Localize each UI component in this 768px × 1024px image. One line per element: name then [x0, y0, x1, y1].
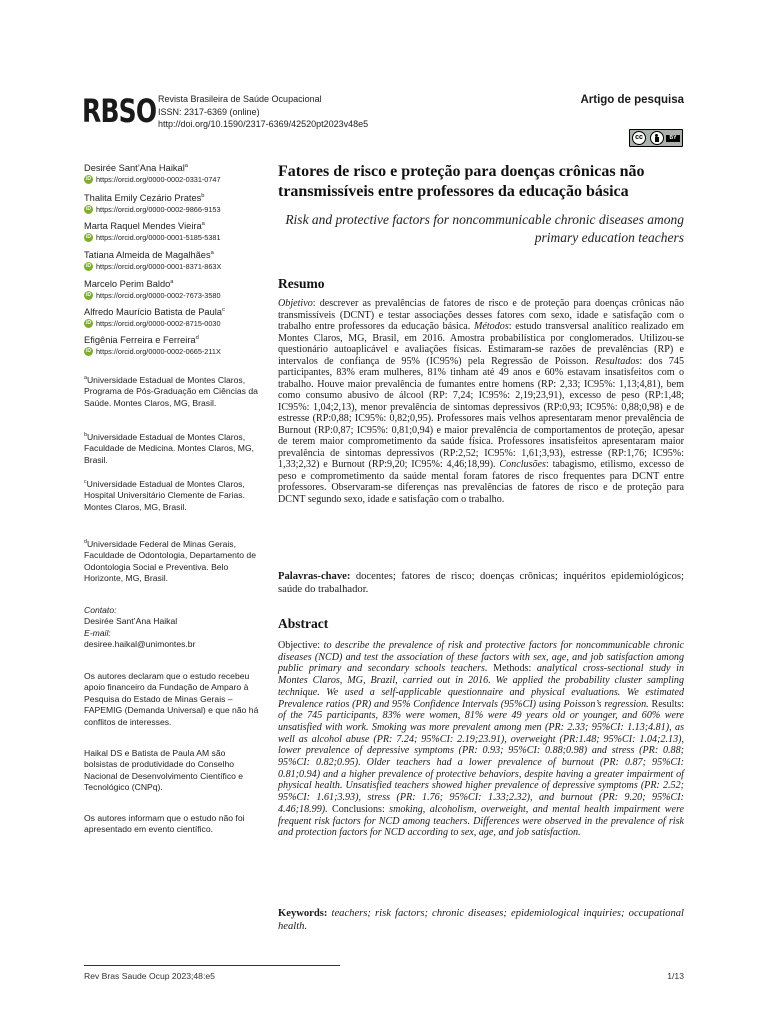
resumo-resultados-label: Resultados — [595, 355, 640, 367]
author-affil-mark: a — [184, 162, 188, 169]
orcid-icon: iD — [86, 263, 91, 269]
keywords-label: Palavras-chave: — [278, 571, 351, 582]
footer-citation: Rev Bras Saude Ocup 2023;48:e5 — [84, 971, 215, 981]
journal-logo: RBSO — [82, 92, 157, 130]
presentation-note: Os autores informam que o estudo não foi apresentado em evento científico. — [84, 813, 245, 835]
cc-icon: cc — [632, 131, 646, 145]
doi-link[interactable]: http://doi.org/10.1590/2317-6369/42520pt2023v48e5 — [158, 119, 369, 129]
journal-issn: ISSN: 2317-6369 (online) — [158, 106, 260, 117]
resumo-conclusoes-label: Conclusões — [499, 459, 546, 470]
resumo-text — [278, 298, 684, 505]
resumo-resultados: : dos 745 participantes, 83% eram mulheres, 81% tinham até 49 anos e 60% estavam insatisfeitos com o trabalho. Houve maior prevalência de fumantes entre homens (RP: 2,33; IC95%: 1,13;4,81), bem como consumo abusivo de álcool (RP: 7,24; IC95%: 2,19;23,91), excesso de peso (RP:1,48; IC95%: 1,04;2,13), menor prevalência de sintomas depressivos (RP:0,93; IC95%: 0,88;0,98) e de estresse (RP:0,88; IC95%: 0,82;0,95). Professores mais velhos apresentaram menor prevalência de Burnout (RP:0,87; IC95%: 0,81;0,94) e maior prevalência de comportamentos de proteção, apesar de terem maior comprometimento da saúde física. Professores insatisfeitos apresentaram maior prevalência de sintomas depressivos (RP:2,52; IC95%: 1,61;3,93), estresse (RP:1,76; IC95%: 1,33;2,32) e Burnout (RP:9,20; IC95%: 4,46;18,99). — [278, 355, 685, 470]
article-title-english: Risk and protective factors for noncommunicable chronic diseases among primary education teachers — [285, 212, 684, 245]
resumo-conclusoes: : tabagismo, etilismo, excesso de peso e comprometimento da saúde mental foram fatores de risco frequentes para DCNT entre professores. Observaram-se diferenças nas prevalências de fatores de risco e de proteção para DCNT segundo sexo, idade e satisfação com o trabalho. — [278, 459, 684, 505]
orcid-link[interactable]: https://orcid.org/0000-0002-8715-0030 — [96, 319, 221, 328]
orcid-link[interactable]: https://orcid.org/0000-0002-0665-211X — [96, 347, 221, 356]
orcid-link[interactable]: https://orcid.org/0000-0002-7673-3580 — [96, 291, 221, 300]
author-7 — [84, 335, 264, 356]
orcid-link[interactable]: https://orcid.org/0000-0002-9866-9153 — [96, 205, 221, 214]
author-6 — [84, 307, 264, 328]
author-name: Efigênia Ferreira e Ferreira — [84, 335, 196, 345]
abstract-objective-label: Objective: — [278, 640, 321, 651]
author-5 — [84, 279, 264, 300]
page-number: 1/13 — [667, 971, 684, 981]
resumo-metodos-label: Métodos — [473, 321, 509, 332]
orcid-link[interactable]: https://orcid.org/0000-0001-5185-5381 — [96, 233, 221, 242]
abstract-methods: analytical cross-sectional study in Montes Claros, MG, Brazil, carried out in 2016. We applied the probability cluster sampling technique. We used a self-applicable questionnaire and physical evaluations. We estimated Prevalence ratios (PR) and 95% Confidence Intervals (95%CI) using Poisson’s regression. — [278, 663, 684, 710]
resumo-objetivo-label: Objetivo — [278, 298, 313, 309]
affiliation-c — [84, 479, 260, 513]
article-type: Artigo de pesquisa — [580, 94, 684, 106]
orcid-icon: iD — [86, 176, 91, 182]
author-name: Tatiana Almeida de Magalhães — [84, 250, 211, 260]
abstract-methods-label: Methods: — [493, 663, 532, 675]
author-name: Marta Raquel Mendes Vieira — [84, 221, 202, 231]
author-1 — [84, 163, 264, 184]
resumo-metodos: : estudo transversal analítico realizado em Montes Claros, MG, Brasil, em 2016. Amostra probabilística por conglomerados. Utilizou-se questionário autoaplicável e avaliações físicas. Estimaram-se razões de prevalências (RP) e intervalos de confiança de 95% (IC95%) pela Regressão de Poisson. — [278, 321, 684, 367]
affiliation-b — [84, 432, 260, 466]
author-name: Desirée Sant’Ana Haikal — [84, 163, 185, 173]
funding-note: Os autores declaram que o estudo recebeu apoio financeiro da Fundação de Amparo à Pesquisa do Estado de Minas Gerais – FAPEMIG (Demanda Universal) e que não há conflitos de interesses. — [84, 671, 259, 727]
affiliation-a — [84, 375, 260, 409]
author-affil-mark: a — [170, 278, 174, 285]
email-link[interactable]: desiree.haikal@unimontes.br — [84, 639, 196, 650]
affil-mark: c — [84, 479, 87, 486]
affil-text: Universidade Estadual de Montes Claros, Faculdade de Medicina. Montes Claros, MG, Brasil. — [84, 432, 255, 465]
resumo-keywords — [278, 570, 684, 596]
email-label: E-mail: — [84, 627, 111, 638]
orcid-icon: iD — [86, 234, 91, 240]
affil-mark: a — [84, 375, 87, 382]
keywords-label-en: Keywords: — [278, 908, 328, 919]
article-title: Fatores de risco e proteção para doenças crônicas não transmissíveis entre professores da educação básica — [278, 163, 645, 200]
orcid-icon: iD — [86, 320, 91, 326]
abstract-conclusions-label: Conclusions: — [332, 803, 385, 815]
affiliation-d — [84, 539, 260, 585]
journal-info — [158, 93, 368, 131]
keywords-text: docentes; fatores de risco; doenças crônicas; inquéritos epidemiológicos; saúde do trabalhador. — [278, 571, 684, 595]
license-bar: BY — [666, 135, 680, 142]
affil-text: Universidade Federal de Minas Gerais, Faculdade de Odontologia, Departamento de Odontologia Social e Preventiva. Belo Horizonte, MG, Brasil. — [84, 539, 256, 584]
journal-name: Revista Brasileira de Saúde Ocupacional — [158, 94, 322, 104]
author-3 — [84, 221, 264, 242]
orcid-icon: iD — [86, 206, 91, 212]
orcid-icon: iD — [86, 348, 91, 354]
abstract-conclusions: smoking, alcoholism, overweight, and mental health impairment were frequent risk factors for NCD among teachers. Differences were observed in the prevalence of risk and protection factors for NCD according to sex, age, and job satisfaction. — [278, 803, 684, 839]
author-affil-mark: a — [210, 249, 214, 256]
author-name: Marcelo Perim Baldo — [84, 279, 171, 289]
abstract-objective: to describe the prevalence of risk and protective factors for noncommunicable chronic diseases (NCD) and test the association of these factors with sex, age, and job satisfaction among public primary and secondary schools teachers. — [278, 640, 684, 675]
abstract-keywords — [278, 907, 684, 933]
author-4 — [84, 250, 264, 271]
affil-text: Universidade Estadual de Montes Claros, Hospital Universitário Clemente de Farias. Montes Claros, MG, Brasil. — [84, 479, 245, 512]
author-name: Thalita Emily Cezário Prates — [84, 193, 202, 203]
author-affil-mark: c — [221, 306, 225, 313]
orcid-link[interactable]: https://orcid.org/0000-0001-8371-863X — [96, 262, 222, 271]
abstract-results-label: Results: — [651, 698, 684, 710]
affil-mark: d — [84, 539, 87, 546]
abstract-results: of the 745 participants, 83% were women, 81% were 49 years old or younger, and 60% were unsatisfied with work. Smoking was more prevalent among men (PR: 2.33; 95%CI: 1.13;4.81), as well as alcohol abuse (PR: 7.24; 95%CI: 2.19;23.91), overweight (PR:1.48; 95%CI: 1.04;2.13), lower prevalence of depressive symptoms (PR: 0.93; 95%CI: 0.88;0.98) and stress (PR: 0.88; 95%CI: 0.82;0.95). Older teachers had a lower prevalence of burnout (PR: 0.87; 95%CI: 0.81;0.94) and a higher prevalence of protective behaviors, despite having a greater impairment of physical health. Unsatisfied teachers showed higher prevalence of depressive symptoms (PR: 2.52; 95%CI: 1.61;3.93), stress (PR: 1.76; 95%CI: 1.33;2.32), and burnout (PR: 9.20; 95%CI: 4.46;18.99). — [278, 710, 684, 815]
attribution-icon — [650, 131, 664, 145]
abstract-heading: Abstract — [278, 616, 329, 631]
contact-label: Contato: — [84, 605, 117, 615]
contact-block — [84, 605, 260, 651]
orcid-icon: iD — [86, 292, 91, 298]
affil-text: Universidade Estadual de Montes Claros, Programa de Pós-Graduação em Ciências da Saúde. Montes Claros, MG, Brasil. — [84, 375, 258, 408]
resumo-objetivo: : descrever as prevalências de fatores de risco e de proteção para doenças crônicas não transmissíveis (DCNT) e testar associações desses fatores com sexo, idade e satisfação com o trabalho entre professores da educação básica. — [278, 298, 684, 332]
author-affil-mark: b — [201, 192, 205, 199]
abstract-text — [278, 640, 684, 839]
keywords-text-en: teachers; risk factors; chronic diseases; epidemiological inquiries; occupational health. — [278, 908, 684, 932]
contact-name: Desirée Sant’Ana Haikal — [84, 616, 178, 627]
author-name: Alfredo Maurício Batista de Paula — [84, 307, 222, 317]
author-2 — [84, 193, 264, 214]
affil-mark: b — [84, 432, 87, 439]
orcid-link[interactable]: https://orcid.org/0000-0002-0331-0747 — [96, 175, 221, 184]
grant-note: Haikal DS e Batista de Paula AM são bolsistas de produtividade do Conselho Nacional de Desenvolvimento Científico e Tecnológico (CNPq). — [84, 748, 244, 793]
resumo-heading: Resumo — [278, 276, 325, 291]
footer-divider — [84, 965, 340, 966]
author-affil-mark: a — [201, 220, 205, 227]
author-affil-mark: d — [195, 334, 199, 341]
cc-license-badge[interactable] — [629, 129, 683, 147]
